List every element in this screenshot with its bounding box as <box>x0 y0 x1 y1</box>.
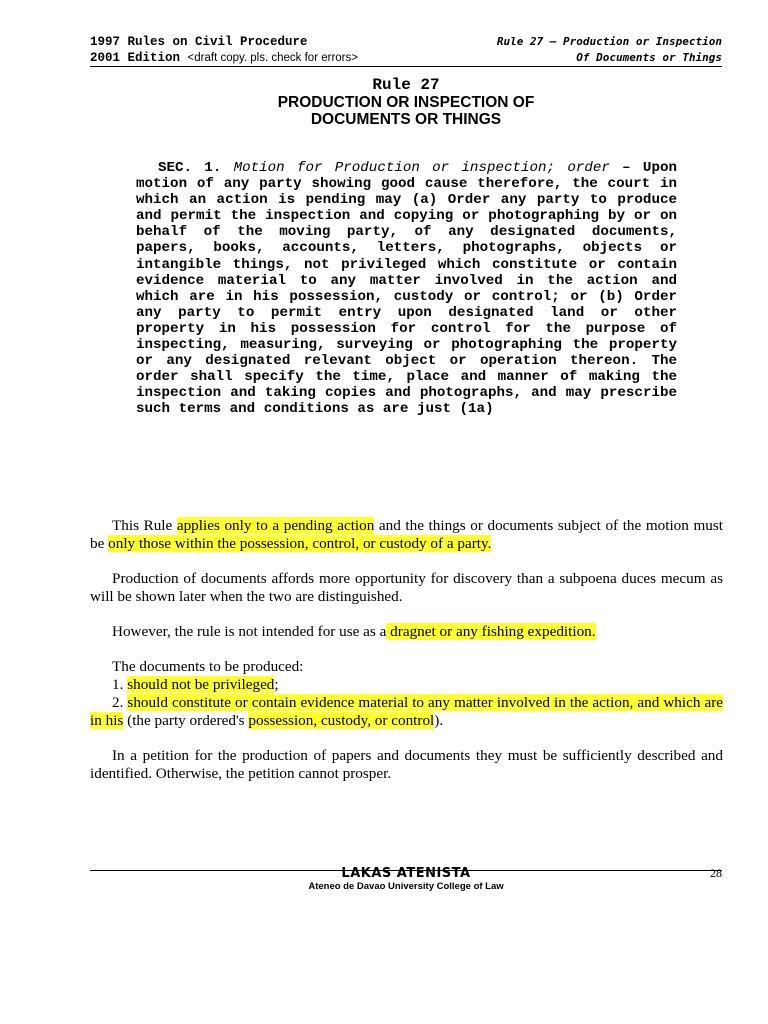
list-number: 2. <box>112 694 128 711</box>
section-heading: Motion for Production or inspection; order <box>233 160 610 176</box>
book-title: 1997 Rules on Civil Procedure <box>90 35 308 49</box>
section-1-text <box>136 160 677 418</box>
chapter-title-line2: Of Documents or Things <box>576 51 722 64</box>
highlight: only those within the possession, control, or custody of a party. <box>108 535 492 552</box>
note-paragraph-3 <box>90 623 723 641</box>
highlight: applies only to a pending action <box>176 517 375 534</box>
edition-label: 2001 Edition <box>90 51 181 65</box>
note-paragraph-1 <box>90 517 723 553</box>
section-label: SEC. 1. <box>158 160 222 176</box>
note-text: (the party ordered's <box>123 712 249 729</box>
note-paragraph-5: In a petition for the production of papers and documents they must be sufficiently described and identified. Otherwise, the petition cannot prosper. <box>90 747 723 782</box>
highlight: should not be privileged <box>127 676 275 693</box>
footer-subtitle: Ateneo de Davao University College of Law <box>308 881 504 892</box>
running-header <box>90 34 722 66</box>
note-text: ). <box>434 712 444 729</box>
rule-number: Rule 27 <box>372 76 440 94</box>
note-text: and the things or documents subject of the motion must be <box>90 517 723 552</box>
note-list-item-1 <box>90 676 723 694</box>
page-number: 28 <box>710 866 722 880</box>
chapter-title-line1: Rule 27 – Production or Inspection <box>496 35 722 48</box>
note-paragraph-2: Production of documents affords more opportunity for discovery than a subpoena duces mecum as will be shown later when the two are distinguished. <box>90 570 723 605</box>
highlight: should constitute or contain evidence material to any matter involved in the action, and which are in his <box>90 694 723 729</box>
section-body: – Upon motion of any party showing good cause therefore, the court in which an action is pending may (a) Order any party to produce and permit the inspection and copying or photographing by or on behalf of the moving party, of any designated documents, papers, books, accounts, letters, photographs, objects or intangible things, not privileged which constitute or contain evidence material to any matter involved in the action and which are in his possession, custody or control; or (b) Order any party to permit entry upon designated land or other property in his possession for control for the purpose of inspecting, measuring, surveying or photographing the property or any designated relevant object or operation thereon. The order shall specify the time, place and manner of making the inspection and taking copies and photographs, and may prescribe such terms and conditions as are just (1a) <box>136 160 677 418</box>
rule-title-block <box>0 76 768 128</box>
note-list-intro: The documents to be produced: <box>112 658 304 675</box>
rule-title-line2: DOCUMENTS OR THINGS <box>310 111 502 128</box>
commentary <box>90 517 723 800</box>
list-number: 1. <box>112 676 128 693</box>
note-text: This Rule <box>112 517 177 534</box>
highlight: dragnet or any fishing expedition. <box>386 623 596 640</box>
highlight: possession, custody, or control <box>248 712 435 729</box>
rule-title-line1: PRODUCTION OR INSPECTION OF <box>277 94 535 111</box>
edition-note <box>90 51 358 66</box>
header-divider <box>90 66 722 67</box>
draft-note: <draft copy. pls. check for errors> <box>187 52 358 64</box>
note-text: ; <box>274 676 279 693</box>
footer-brand: LAKAS ATENISTA <box>341 866 471 881</box>
note-text: However, the rule is not intended for use as a <box>112 623 387 640</box>
note-list-item-2 <box>90 694 723 730</box>
